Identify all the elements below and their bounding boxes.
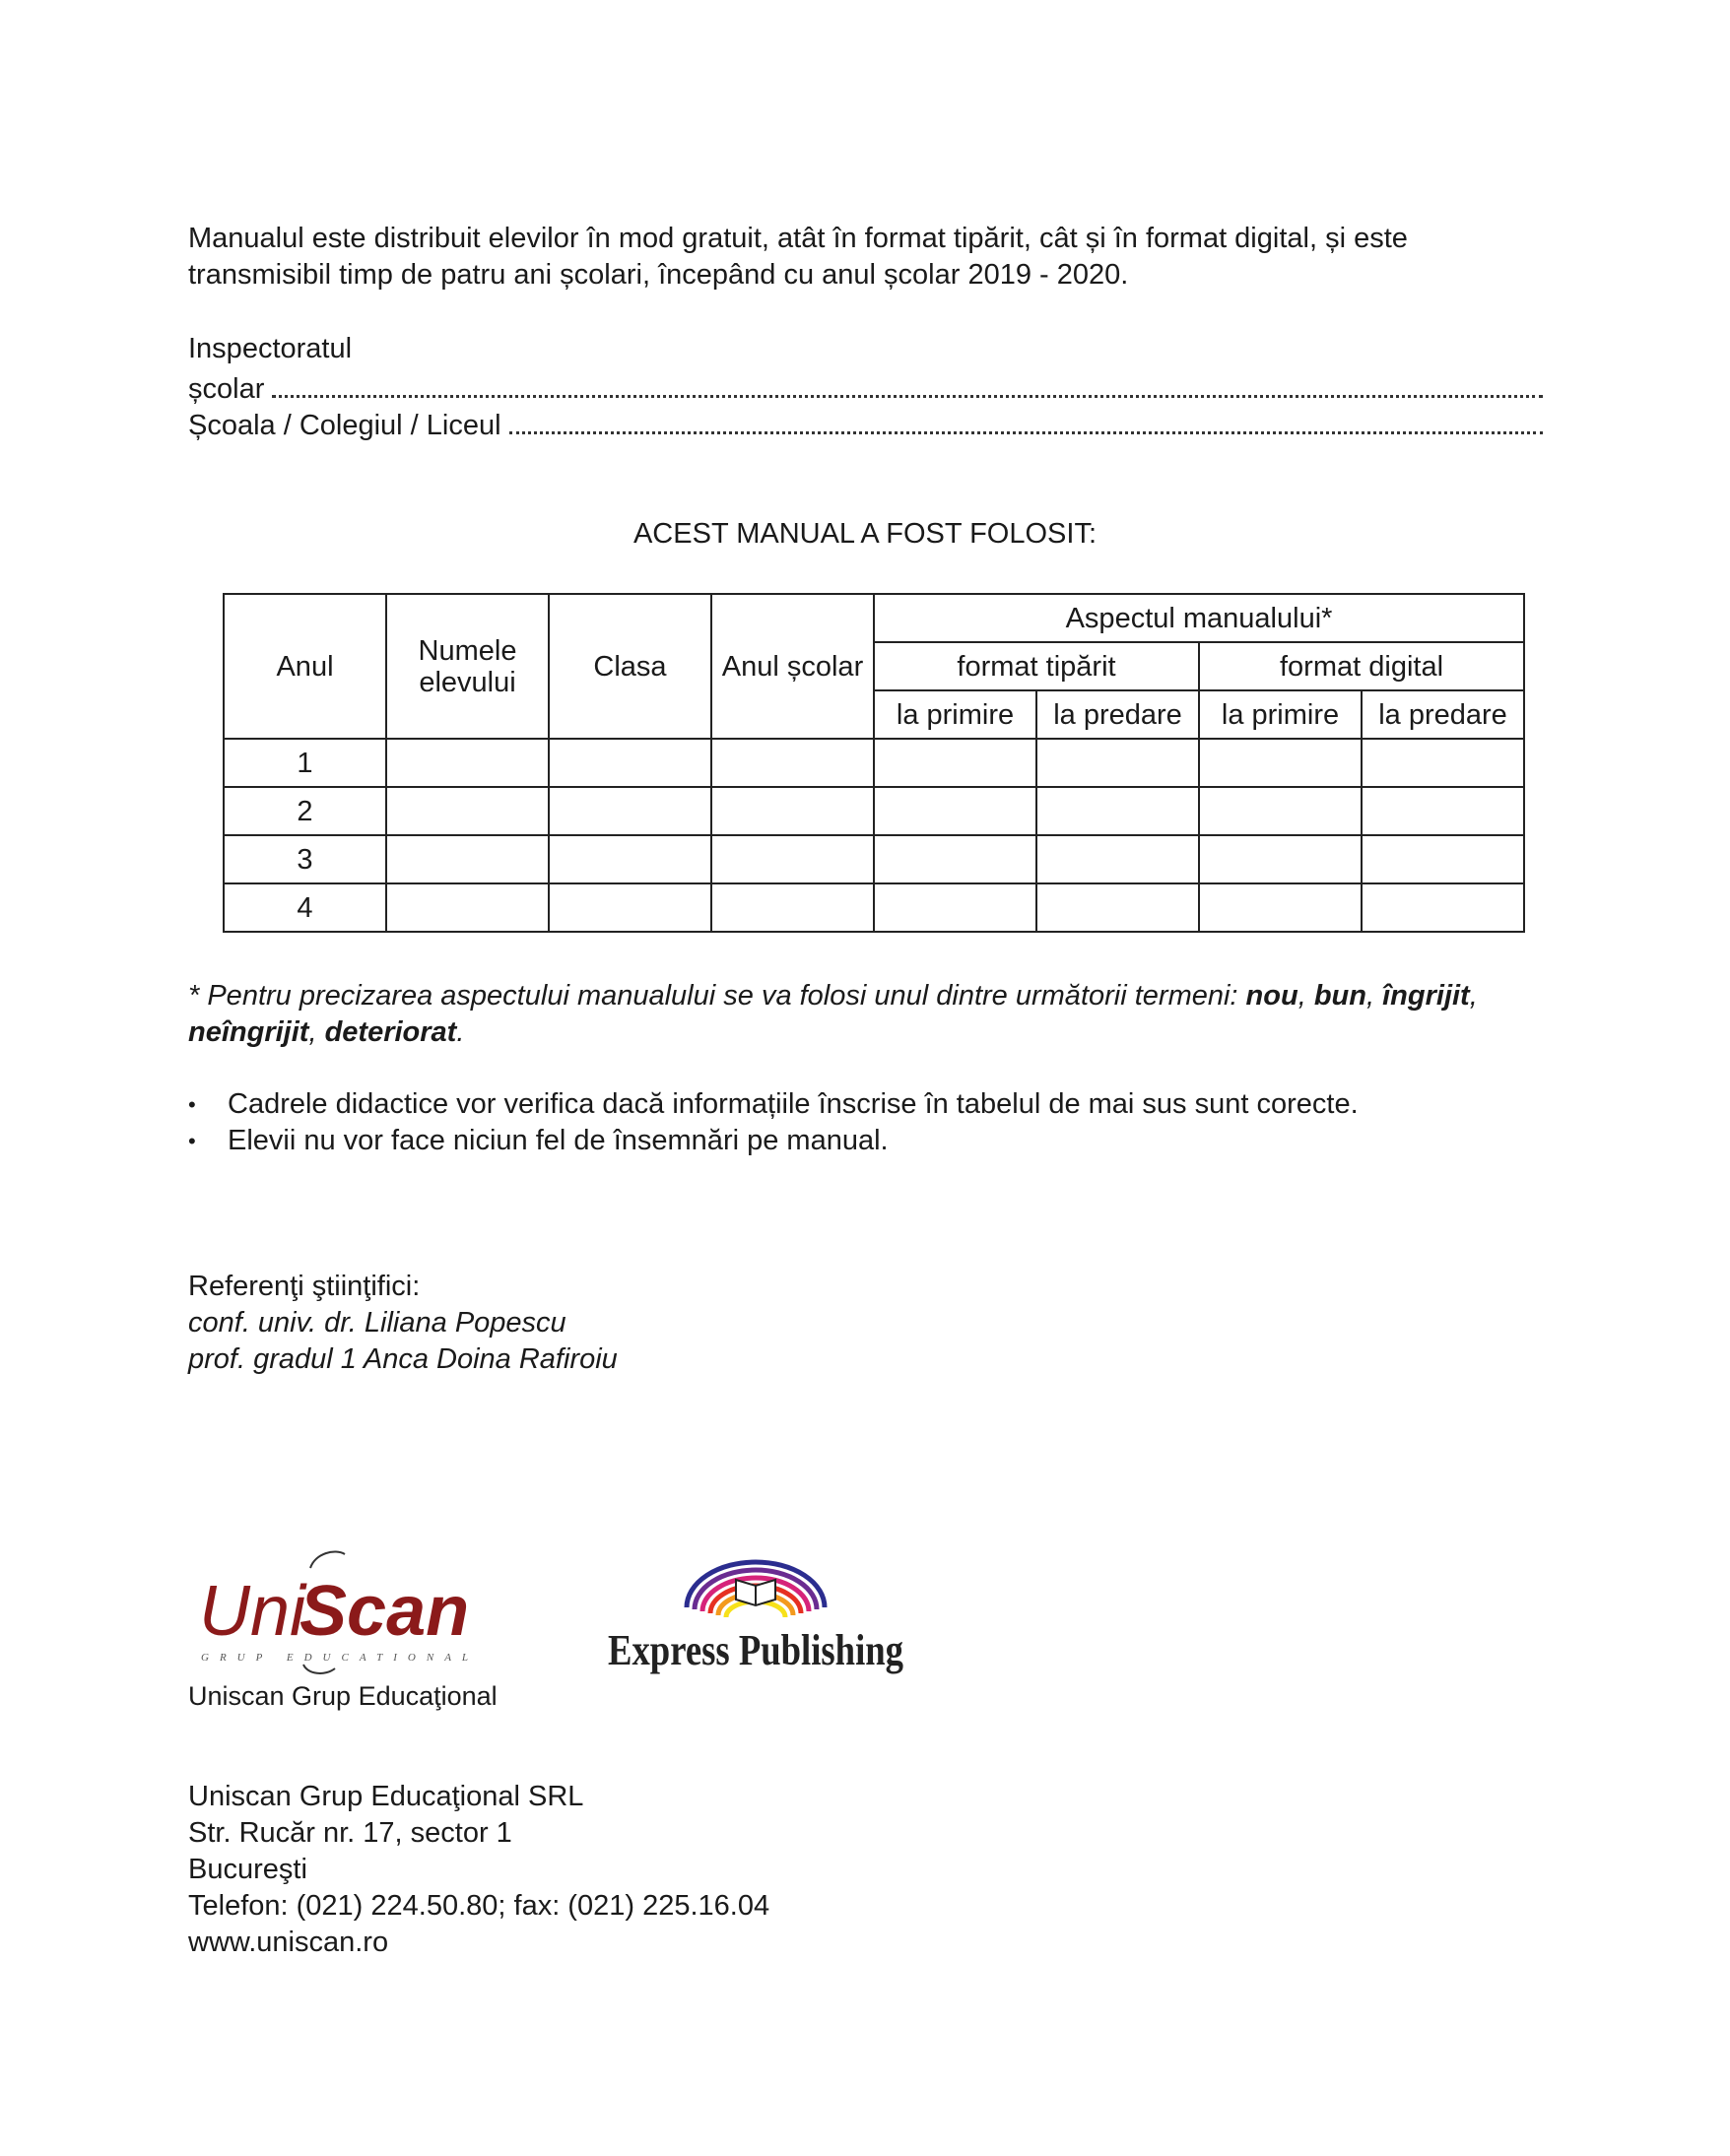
cell-empty[interactable] (1362, 883, 1524, 932)
referees (188, 1269, 618, 1378)
term-neingrijit: neîngrijit (188, 1016, 309, 1048)
cell-empty[interactable] (549, 739, 711, 787)
sep: , (1298, 980, 1314, 1012)
intro-line-2: transmisibil timp de patru ani școlari, începând cu anul școlar 2019 - 2020. (188, 259, 1129, 291)
table-row (224, 883, 1524, 932)
referees-title: Referenţi ştiinţifici: (188, 1271, 421, 1302)
bullet-list (188, 1086, 1359, 1159)
express-publishing-text: Express Publishing (608, 1626, 903, 1674)
row-year: 3 (224, 835, 386, 883)
usage-table (223, 593, 1525, 933)
row-year: 4 (224, 883, 386, 932)
header-anul: Anul (224, 594, 386, 739)
scoala-field (188, 404, 1543, 444)
uniscan-sub-text: GRUP EDUCATIONAL (201, 1652, 480, 1664)
cell-empty[interactable] (386, 835, 549, 883)
term-nou: nou (1245, 980, 1298, 1012)
header-format-tiparit: format tipărit (874, 642, 1199, 690)
intro-line-1: Manualul este distribuit elevilor în mod gratuit, atât în format tipărit, cât și în format digital, și este (188, 223, 1408, 254)
list-item: • Cadrele didactice vor verifica dacă informațiile înscrise în tabelul de mai sus sunt corecte. (188, 1086, 1359, 1123)
header-aspect: Aspectul manualului* (874, 594, 1524, 642)
cell-empty[interactable] (386, 787, 549, 835)
publisher-address (188, 1779, 769, 1961)
uniscan-caption: Uniscan Grup Educaţional (188, 1681, 498, 1711)
cell-empty[interactable] (874, 787, 1036, 835)
sep: , (1365, 980, 1383, 1012)
list-item: • Elevii nu vor face niciun fel de însemnări pe manual. (188, 1123, 1359, 1159)
header-tiparit-predare: la predare (1036, 690, 1199, 739)
cell-empty[interactable] (386, 883, 549, 932)
header-format-digital: format digital (1199, 642, 1524, 690)
cell-empty[interactable] (1036, 787, 1199, 835)
header-anul-scolar: Anul școlar (711, 594, 874, 739)
address-company: Uniscan Grup Educaţional SRL (188, 1781, 584, 1812)
cell-empty[interactable] (1362, 739, 1524, 787)
table-row (224, 835, 1524, 883)
cell-empty[interactable] (1199, 883, 1362, 932)
term-deteriorat: deteriorat (324, 1016, 457, 1048)
cell-empty[interactable] (1036, 835, 1199, 883)
header-tiparit-primire: la primire (874, 690, 1036, 739)
referee-1: conf. univ. dr. Liliana Popescu (188, 1307, 566, 1339)
header-numele: Numele elevului (386, 594, 549, 739)
period: . (456, 1016, 465, 1048)
uniscan-uni-text: Uni (199, 1572, 306, 1651)
address-street: Str. Rucăr nr. 17, sector 1 (188, 1817, 512, 1849)
cell-empty[interactable] (1036, 883, 1199, 932)
table-title: ACEST MANUAL A FOST FOLOSIT: (632, 518, 1098, 550)
inspectorat-label: Inspectoratul (188, 333, 353, 364)
header-digital-primire: la primire (1199, 690, 1362, 739)
term-bun: bun (1313, 980, 1366, 1012)
row-year: 2 (224, 787, 386, 835)
address-website[interactable]: www.uniscan.ro (188, 1927, 389, 1958)
cell-empty[interactable] (1199, 835, 1362, 883)
uniscan-arc-bottom-icon (303, 1665, 335, 1673)
scolar-dotted-line (272, 367, 1543, 398)
row-year: 1 (224, 739, 386, 787)
sep: , (308, 1016, 325, 1048)
rainbow-book-icon (687, 1562, 825, 1617)
scoala-dotted-line (509, 404, 1543, 434)
express-publishing-logo (603, 1548, 908, 1676)
referee-2: prof. gradul 1 Anca Doina Rafiroiu (188, 1343, 618, 1375)
uniscan-scan-text: Scan (299, 1572, 470, 1651)
cell-empty[interactable] (1362, 835, 1524, 883)
header-digital-predare: la predare (1362, 690, 1524, 739)
uniscan-logo (197, 1548, 512, 1676)
footnote-prefix: * Pentru precizarea aspectului manualului se va folosi unul dintre următorii termeni: (188, 980, 1246, 1012)
scolar-field (188, 367, 1543, 408)
cell-empty[interactable] (386, 739, 549, 787)
cell-empty[interactable] (711, 739, 874, 787)
sep: , (1469, 980, 1478, 1012)
cell-empty[interactable] (711, 787, 874, 835)
cell-empty[interactable] (549, 835, 711, 883)
cell-empty[interactable] (1362, 787, 1524, 835)
scoala-label: Școala / Colegiul / Liceul (188, 410, 501, 441)
cell-empty[interactable] (711, 883, 874, 932)
scolar-label: școlar (188, 373, 265, 405)
table-row (224, 739, 1524, 787)
table-row (224, 787, 1524, 835)
address-city: Bucureşti (188, 1854, 307, 1885)
header-clasa: Clasa (549, 594, 711, 739)
cell-empty[interactable] (874, 883, 1036, 932)
footnote (188, 978, 1558, 1051)
cell-empty[interactable] (1036, 739, 1199, 787)
term-ingrijit: îngrijit (1382, 980, 1470, 1012)
intro-paragraph (188, 221, 1548, 294)
cell-empty[interactable] (874, 835, 1036, 883)
cell-empty[interactable] (874, 739, 1036, 787)
cell-empty[interactable] (549, 883, 711, 932)
uniscan-arc-icon (310, 1552, 345, 1568)
cell-empty[interactable] (1199, 739, 1362, 787)
cell-empty[interactable] (711, 835, 874, 883)
cell-empty[interactable] (1199, 787, 1362, 835)
address-phone: Telefon: (021) 224.50.80; fax: (021) 225.16.04 (188, 1890, 770, 1922)
cell-empty[interactable] (549, 787, 711, 835)
